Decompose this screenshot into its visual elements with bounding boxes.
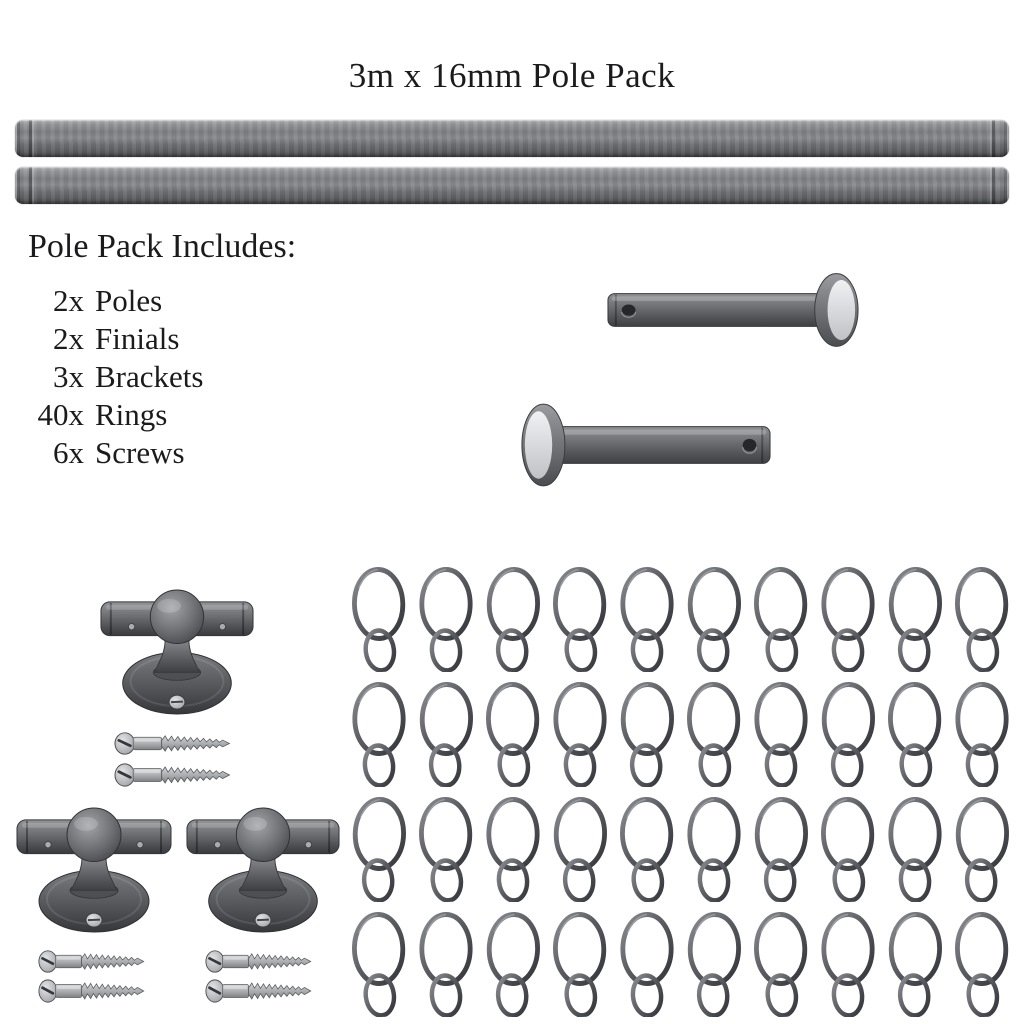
- curtain-ring-image: [886, 796, 944, 902]
- curtain-ring-image: [484, 796, 542, 902]
- item-name: Poles: [95, 283, 163, 318]
- curtain-ring-image: [951, 795, 1012, 902]
- curtain-ring-image: [417, 911, 475, 1017]
- includes-list: [28, 228, 296, 472]
- item-count: 2x: [53, 283, 84, 318]
- curtain-ring-image: [551, 681, 609, 787]
- curtain-ring-image: [752, 681, 810, 787]
- curtain-ring-image: [348, 910, 409, 1017]
- item-name: Screws: [95, 435, 185, 470]
- curtain-ring-image: [616, 795, 677, 902]
- curtain-ring-image: [951, 910, 1012, 1017]
- curtain-ring-image: [350, 681, 408, 787]
- item-name: Brackets: [95, 359, 204, 394]
- curtain-ring-image: [616, 680, 677, 787]
- curtain-ring-image: [884, 565, 945, 672]
- curtain-ring-image: [618, 911, 676, 1017]
- curtain-ring-image: [348, 795, 409, 902]
- pole-image: [15, 120, 1009, 157]
- curtain-ring-image: [884, 680, 945, 787]
- pole-image: [15, 167, 1009, 204]
- curtain-ring-image: [417, 566, 475, 672]
- item-count: 2x: [53, 321, 84, 356]
- screw-image: [114, 731, 232, 756]
- finial-image: [518, 400, 772, 490]
- item-count: 40x: [37, 397, 84, 432]
- curtain-ring-image: [683, 565, 744, 672]
- bracket-image: [14, 801, 174, 934]
- curtain-ring-image: [415, 795, 476, 902]
- screw-image: [114, 762, 232, 788]
- includes-item: [28, 358, 296, 396]
- includes-item: [28, 396, 296, 434]
- bracket-image: [98, 583, 256, 716]
- rings-grid: [345, 566, 1015, 1024]
- item-count: 3x: [53, 359, 84, 394]
- curtain-ring-image: [683, 680, 744, 787]
- screw-image: [205, 978, 313, 1004]
- curtain-ring-image: [482, 910, 543, 1017]
- includes-item: [28, 320, 296, 358]
- curtain-ring-image: [750, 795, 811, 902]
- curtain-ring-image: [683, 910, 744, 1017]
- curtain-ring-image: [884, 910, 945, 1017]
- curtain-ring-image: [549, 795, 610, 902]
- curtain-ring-image: [618, 566, 676, 672]
- item-count: 6x: [53, 435, 84, 470]
- screw-image: [38, 978, 146, 1004]
- curtain-ring-image: [953, 681, 1011, 787]
- item-name: Finials: [95, 321, 180, 356]
- product-title: 3m x 16mm Pole Pack: [348, 56, 676, 95]
- curtain-ring-image: [750, 565, 811, 672]
- curtain-ring-image: [817, 795, 878, 902]
- item-name: Rings: [95, 397, 168, 432]
- curtain-ring-image: [819, 911, 877, 1017]
- includes-item: [28, 282, 296, 320]
- curtain-ring-image: [819, 566, 877, 672]
- curtain-ring-image: [817, 680, 878, 787]
- curtain-ring-image: [951, 565, 1012, 672]
- curtain-ring-image: [685, 796, 743, 902]
- curtain-ring-image: [482, 565, 543, 672]
- curtain-ring-image: [549, 910, 610, 1017]
- includes-heading: Pole Pack Includes:: [28, 228, 297, 265]
- includes-item: [28, 434, 296, 472]
- curtain-ring-image: [482, 680, 543, 787]
- curtain-ring-image: [415, 680, 476, 787]
- screw-image: [38, 949, 146, 974]
- finial-image: [606, 270, 862, 350]
- curtain-ring-image: [750, 910, 811, 1017]
- curtain-ring-image: [549, 565, 610, 672]
- bracket-image: [184, 801, 342, 934]
- curtain-ring-image: [348, 565, 409, 672]
- screw-image: [205, 949, 313, 974]
